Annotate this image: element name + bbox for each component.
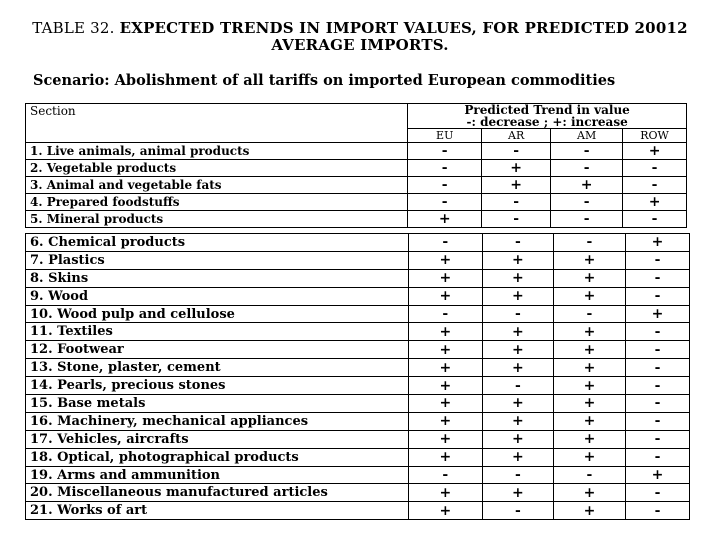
- trend-value-eu: -: [408, 466, 482, 484]
- trend-value-am: +: [553, 359, 625, 377]
- trend-value-eu: +: [408, 211, 482, 228]
- trend-value-eu: +: [408, 395, 482, 413]
- trend-value-row: -: [623, 177, 687, 194]
- trend-value-ar: +: [482, 359, 553, 377]
- table-row: [26, 341, 690, 359]
- trend-value-eu: -: [408, 160, 482, 177]
- trend-table-top: [25, 103, 687, 228]
- trend-value-am: +: [553, 341, 625, 359]
- trend-value-am: +: [553, 377, 625, 395]
- trend-value-eu: -: [408, 234, 482, 252]
- trend-value-am: +: [553, 287, 625, 305]
- trend-value-row: -: [626, 448, 690, 466]
- trend-value-row: -: [623, 160, 687, 177]
- trend-table-bottom: [25, 233, 690, 520]
- trend-value-row: +: [626, 305, 690, 323]
- section-name: 14. Pearls, precious stones: [26, 377, 409, 395]
- section-name: 17. Vehicles, aircrafts: [26, 430, 409, 448]
- trend-value-am: +: [551, 177, 623, 194]
- table-row: [26, 359, 690, 377]
- trend-value-ar: +: [482, 430, 553, 448]
- trend-value-ar: -: [482, 377, 553, 395]
- section-name: 11. Textiles: [26, 323, 409, 341]
- section-name: 3. Animal and vegetable fats: [26, 177, 408, 194]
- trend-value-am: +: [553, 430, 625, 448]
- trend-value-eu: -: [408, 305, 482, 323]
- table-row: [26, 143, 687, 160]
- trend-value-row: -: [626, 395, 690, 413]
- trend-value-row: -: [626, 287, 690, 305]
- trend-value-am: +: [553, 502, 625, 520]
- trend-value-eu: -: [408, 177, 482, 194]
- section-name: 4. Prepared foodstuffs: [26, 194, 408, 211]
- table-row: [26, 430, 690, 448]
- trend-value-am: -: [553, 234, 625, 252]
- table-row: [26, 395, 690, 413]
- table-row: [26, 211, 687, 228]
- table-row: [26, 323, 690, 341]
- trend-value-row: -: [626, 323, 690, 341]
- trend-value-ar: -: [482, 234, 553, 252]
- table-row: [26, 177, 687, 194]
- trend-value-row: -: [626, 502, 690, 520]
- table-row: [26, 448, 690, 466]
- section-name: 5. Mineral products: [26, 211, 408, 228]
- trend-value-ar: +: [482, 323, 553, 341]
- trend-value-eu: +: [408, 484, 482, 502]
- trend-value-row: -: [623, 211, 687, 228]
- section-name: 18. Optical, photographical products: [26, 448, 409, 466]
- trend-value-row: +: [626, 466, 690, 484]
- title-prefix: TABLE 32.: [32, 19, 115, 37]
- trend-value-ar: +: [482, 287, 553, 305]
- section-name: 6. Chemical products: [26, 234, 409, 252]
- trend-value-row: -: [626, 484, 690, 502]
- col-header-ar: AR: [482, 129, 551, 143]
- trend-value-am: +: [553, 448, 625, 466]
- trend-value-eu: +: [408, 448, 482, 466]
- trend-value-ar: +: [482, 395, 553, 413]
- trend-value-am: -: [551, 143, 623, 160]
- trend-value-ar: +: [482, 448, 553, 466]
- trend-value-am: +: [553, 269, 625, 287]
- trend-value-eu: +: [408, 287, 482, 305]
- trend-value-row: +: [623, 143, 687, 160]
- table-title: [0, 20, 720, 54]
- trend-header: [408, 104, 687, 129]
- trend-value-ar: -: [482, 502, 553, 520]
- trend-value-am: +: [553, 323, 625, 341]
- table-row: [26, 251, 690, 269]
- trend-legend: -: decrease ; +: increase: [466, 115, 628, 129]
- trend-value-am: -: [551, 160, 623, 177]
- section-name: 9. Wood: [26, 287, 409, 305]
- section-name: 15. Base metals: [26, 395, 409, 413]
- trend-value-am: -: [551, 211, 623, 228]
- section-name: 2. Vegetable products: [26, 160, 408, 177]
- col-header-row: ROW: [623, 129, 687, 143]
- table-row: [26, 194, 687, 211]
- section-name: 20. Miscellaneous manufactured articles: [26, 484, 409, 502]
- section-name: 8. Skins: [26, 269, 409, 287]
- table-row: [26, 377, 690, 395]
- section-name: 7. Plastics: [26, 251, 409, 269]
- trend-value-am: -: [551, 194, 623, 211]
- title-line-1: EXPECTED TRENDS IN IMPORT VALUES, FOR PREDICTED 20012: [119, 19, 688, 37]
- trend-value-eu: +: [408, 502, 482, 520]
- trend-value-ar: -: [482, 466, 553, 484]
- trend-value-ar: +: [482, 412, 553, 430]
- table-row: [26, 466, 690, 484]
- trend-value-ar: -: [482, 143, 551, 160]
- trend-value-row: -: [626, 377, 690, 395]
- table-row: [26, 287, 690, 305]
- trend-value-row: -: [626, 341, 690, 359]
- table-row: [26, 269, 690, 287]
- trend-value-row: -: [626, 251, 690, 269]
- table-row: [26, 305, 690, 323]
- table-row: [26, 412, 690, 430]
- trend-value-eu: +: [408, 341, 482, 359]
- trend-value-row: -: [626, 430, 690, 448]
- section-name: 13. Stone, plaster, cement: [26, 359, 409, 377]
- trend-value-eu: +: [408, 323, 482, 341]
- trend-value-am: -: [553, 305, 625, 323]
- trend-value-ar: -: [482, 211, 551, 228]
- section-name: 1. Live animals, animal products: [26, 143, 408, 160]
- trend-value-am: +: [553, 251, 625, 269]
- trend-value-row: -: [626, 359, 690, 377]
- table-row: [26, 234, 690, 252]
- section-name: 10. Wood pulp and cellulose: [26, 305, 409, 323]
- trend-value-row: +: [623, 194, 687, 211]
- trend-value-eu: -: [408, 194, 482, 211]
- col-header-eu: EU: [408, 129, 482, 143]
- scenario-text: Scenario: Abolishment of all tariffs on imported European commodities: [33, 72, 616, 89]
- trend-value-eu: +: [408, 359, 482, 377]
- trend-value-ar: +: [482, 160, 551, 177]
- trend-value-ar: -: [482, 194, 551, 211]
- trend-value-eu: +: [408, 269, 482, 287]
- trend-value-eu: +: [408, 377, 482, 395]
- trend-value-am: -: [553, 466, 625, 484]
- trend-value-eu: +: [408, 430, 482, 448]
- trend-value-ar: +: [482, 269, 553, 287]
- trend-value-row: +: [626, 234, 690, 252]
- trend-value-eu: +: [408, 412, 482, 430]
- trend-value-am: +: [553, 395, 625, 413]
- title-line-2: AVERAGE IMPORTS.: [271, 36, 449, 54]
- table-row: [26, 502, 690, 520]
- trend-value-ar: +: [482, 177, 551, 194]
- trend-value-ar: +: [482, 484, 553, 502]
- section-name: 16. Machinery, mechanical appliances: [26, 412, 409, 430]
- table-row: [26, 160, 687, 177]
- trend-value-row: -: [626, 412, 690, 430]
- trend-value-ar: +: [482, 341, 553, 359]
- section-name: 12. Footwear: [26, 341, 409, 359]
- trend-value-am: +: [553, 484, 625, 502]
- trend-title: Predicted Trend in value: [464, 103, 630, 117]
- table-row: [26, 484, 690, 502]
- trend-value-eu: +: [408, 251, 482, 269]
- section-header: Section: [26, 104, 408, 143]
- trend-value-eu: -: [408, 143, 482, 160]
- section-name: 19. Arms and ammunition: [26, 466, 409, 484]
- trend-value-ar: -: [482, 305, 553, 323]
- trend-value-ar: +: [482, 251, 553, 269]
- section-name: 21. Works of art: [26, 502, 409, 520]
- col-header-am: AM: [551, 129, 623, 143]
- trend-value-am: +: [553, 412, 625, 430]
- trend-value-row: -: [626, 269, 690, 287]
